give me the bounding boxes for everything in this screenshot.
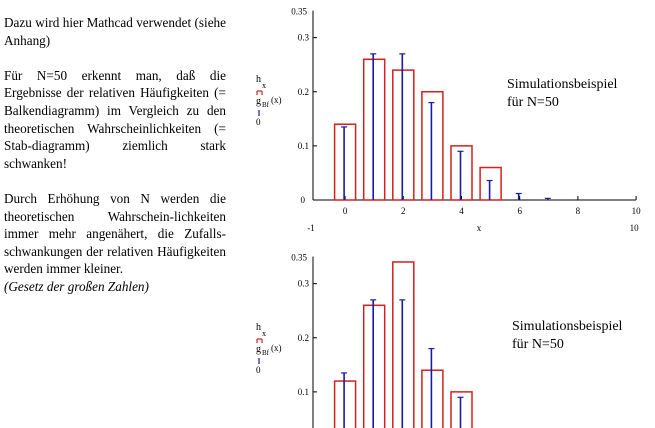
x-axis-title: x bbox=[476, 223, 482, 233]
paragraph-intro: Dazu wird hier Mathcad verwendet (siehe Anhang) bbox=[4, 15, 226, 48]
explanation-text bbox=[4, 14, 226, 296]
paragraph-increase-n: Durch Erhöhung von N werden die theoretischen Wahrschein-lichkeiten immer mehr angenähert, die Zufalls-schwankungen der relativen Häufigkeiten werden immer kleiner. bbox=[4, 190, 226, 277]
relative-frequency-bar bbox=[451, 146, 472, 200]
x-max-label: 10 bbox=[629, 223, 639, 233]
chart2-annotation-line2: für N=50 bbox=[512, 337, 564, 352]
x-tick-label: 6 bbox=[517, 206, 522, 216]
chart1-annotation-line2: für N=50 bbox=[507, 95, 559, 110]
chart1-annotation bbox=[507, 76, 617, 112]
y-axis-label-sub-bf: Bf bbox=[262, 349, 269, 357]
y-tick-label: 0.2 bbox=[297, 332, 309, 343]
y-top-label: 0.35 bbox=[291, 252, 307, 263]
x-tick-label: 4 bbox=[459, 206, 464, 216]
paragraph-n50: Für N=50 erkennt man, daß die Ergebnisse der relativen Häufigkeiten (= Balkendiagramm) im Vergleich zu den theoretischen Wahrscheinlichkeiten (= Stab-diagramm) ziemlich stark schwanken! bbox=[4, 67, 226, 171]
relative-frequency-bar bbox=[335, 124, 356, 200]
x-tick-label: 0 bbox=[342, 206, 348, 216]
y-axis-label-zero: 0 bbox=[256, 365, 261, 375]
chart1-annotation-line1: Simulationsbeispiel bbox=[507, 77, 618, 92]
x-tick-label: 2 bbox=[401, 206, 406, 216]
y-tick-label: 0.3 bbox=[297, 278, 309, 289]
y-axis-label-arg: (x) bbox=[271, 343, 282, 353]
relative-frequency-bar bbox=[364, 305, 385, 428]
relative-frequency-bar bbox=[422, 92, 443, 200]
y-top-label: 0.35 bbox=[291, 6, 307, 17]
relative-frequency-bar bbox=[393, 70, 414, 200]
relative-frequency-bar bbox=[364, 59, 385, 200]
paragraph-law-large-numbers: (Gesetz der großen Zahlen) bbox=[4, 278, 149, 294]
y-tick-label: 0.2 bbox=[297, 86, 309, 97]
y-axis-label-zero: 0 bbox=[256, 117, 261, 127]
chart2-annotation bbox=[512, 318, 622, 354]
y-axis-label-g: g bbox=[256, 344, 261, 355]
relative-frequency-bar bbox=[393, 262, 414, 428]
chart2-annotation-line1: Simulationsbeispiel bbox=[512, 319, 623, 334]
y-tick-label: 0.1 bbox=[297, 140, 309, 151]
y-axis-label-h: h bbox=[256, 74, 261, 85]
x-tick-label: 8 bbox=[575, 206, 581, 216]
x-tick-label: 10 bbox=[631, 206, 641, 216]
y-axis-label-h: h bbox=[256, 322, 261, 333]
x-min-label: -1 bbox=[307, 223, 315, 233]
y-axis-label-arg: (x) bbox=[271, 95, 282, 105]
y-axis-label-sub-x: x bbox=[262, 329, 266, 338]
y-axis-label-sub-bf: Bf bbox=[262, 101, 269, 109]
relative-frequency-bar bbox=[422, 370, 443, 428]
relative-frequency-bar bbox=[335, 381, 356, 428]
y-bottom-label: 0 bbox=[300, 195, 305, 205]
y-tick-label: 0.1 bbox=[297, 386, 309, 397]
y-axis-label-g: g bbox=[256, 96, 261, 107]
y-axis-label-sub-x: x bbox=[262, 81, 266, 90]
chart-simulation-1 bbox=[236, 0, 655, 240]
y-tick-label: 0.3 bbox=[297, 32, 309, 43]
relative-frequency-bar bbox=[480, 168, 501, 200]
